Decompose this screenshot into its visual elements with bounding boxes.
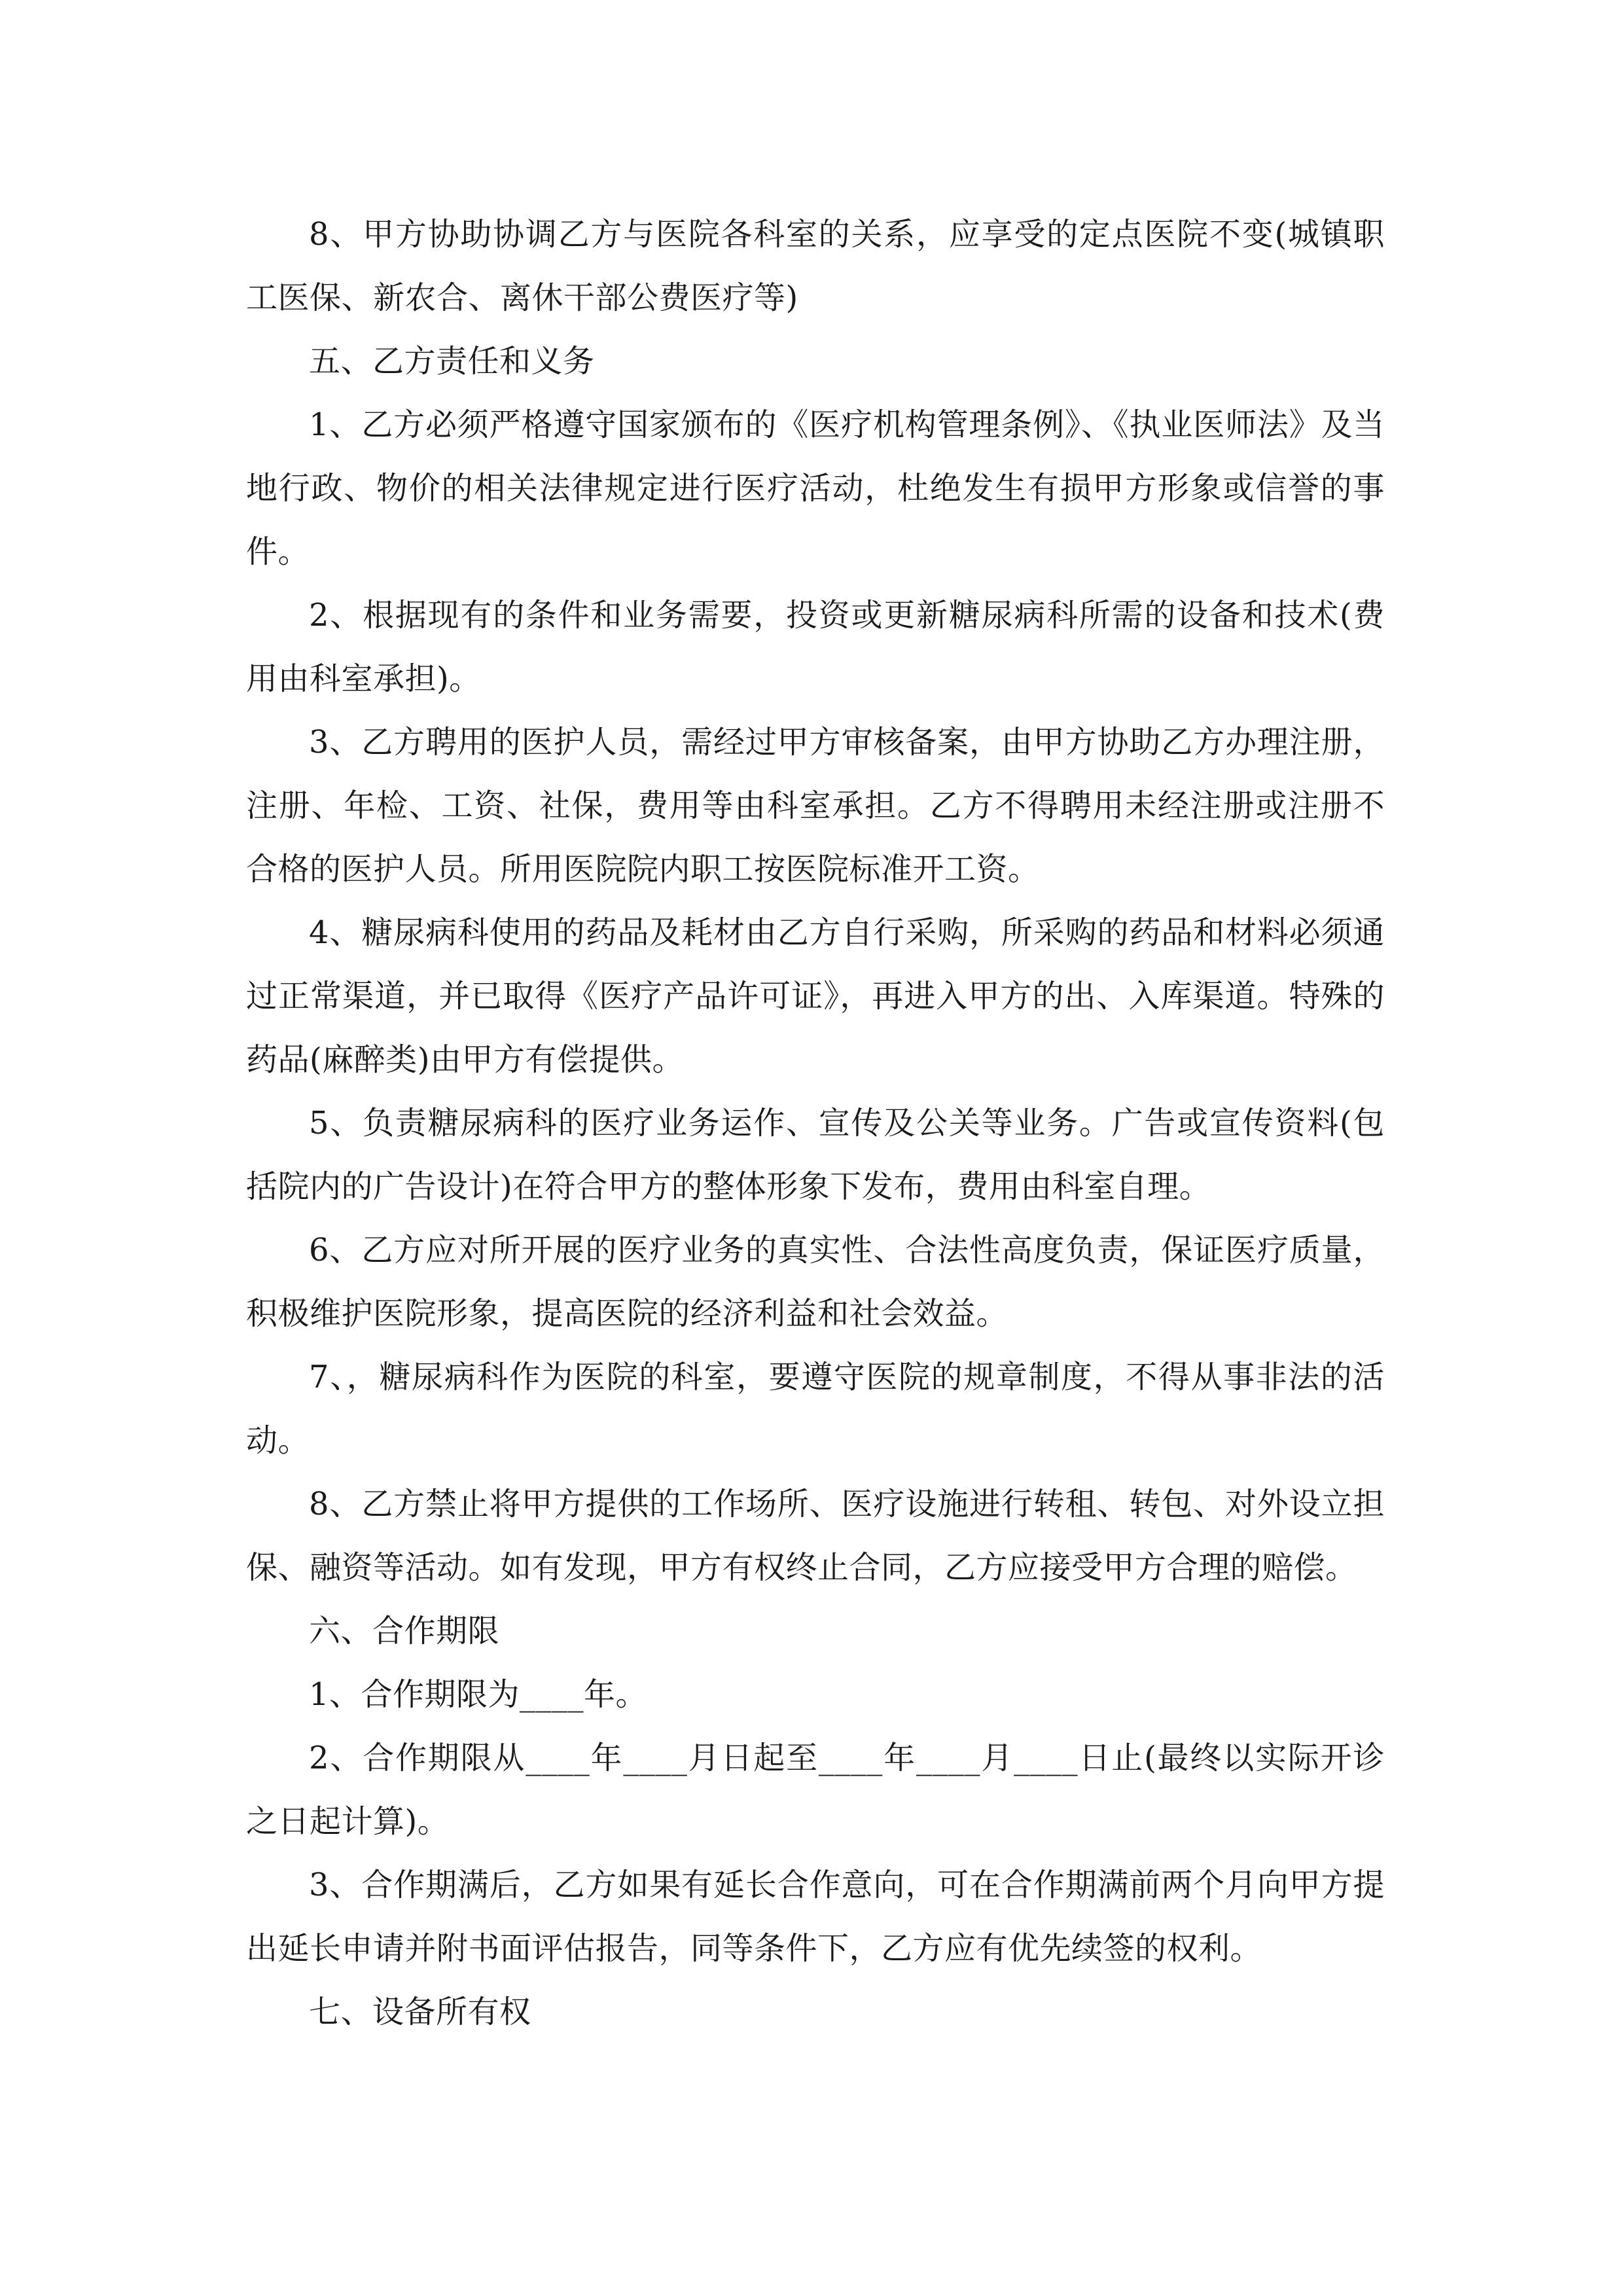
paragraph-clause-5-4: 4、糖尿病科使用的药品及耗材由乙方自行采购，所采购的药品和材料必须通过正常渠道，并已取得《医疗产品许可证》，再进入甲方的出、入库渠道。特殊的药品(麻醉类)由甲方有偿提供。 (246, 914, 1385, 1078)
paragraph-clause-5-5: 5、负责糖尿病科的医疗业务运作、宣传及公关等业务。广告或宣传资料(包括院内的广告设计)在符合甲方的整体形象下发布，费用由科室自理。 (246, 1105, 1385, 1205)
paragraph-clause-5-7: 7、，糖尿病科作为医院的科室，要遵守医院的规章制度，不得从事非法的活动。 (246, 1359, 1385, 1459)
paragraph-clause-6-3: 3、合作期满后，乙方如果有延长合作意向，可在合作期满前两个月向甲方提出延长申请并附书面评估报告，同等条件下，乙方应有优先续签的权利。 (246, 1867, 1385, 1967)
paragraph-clause-6-2: 2、合作期限从____年____月日起至____年____月____日止(最终以实际开诊之日起计算)。 (246, 1740, 1385, 1840)
paragraph-clause-5-6: 6、乙方应对所开展的医疗业务的真实性、合法性高度负责，保证医疗质量，积极维护医院形象，提高医院的经济利益和社会效益。 (246, 1232, 1385, 1332)
section-heading-6: 六、合作期限 (309, 1613, 500, 1649)
section-heading-7: 七、设备所有权 (309, 1994, 531, 2030)
paragraph-clause-5-1: 1、乙方必须严格遵守国家颁布的《医疗机构管理条例》、《执业医师法》及当地行政、物价的相关法律规定进行医疗活动，杜绝发生有损甲方形象或信誉的事件。 (246, 406, 1385, 570)
paragraph-clause-5-8: 8、乙方禁止将甲方提供的工作场所、医疗设施进行转租、转包、对外设立担保、融资等活动。如有发现，甲方有权终止合同，乙方应接受甲方合理的赔偿。 (246, 1486, 1385, 1586)
paragraph-clause-6-1: 1、合作期限为____年。 (309, 1676, 648, 1713)
paragraph-clause-5-3: 3、乙方聘用的医护人员，需经过甲方审核备案，由甲方协助乙方办理注册，注册、年检、工资、社保，费用等由科室承担。乙方不得聘用未经注册或注册不合格的医护人员。所用医院院内职工按医院标准开工资。 (246, 724, 1385, 888)
paragraph-clause-4-8: 8、甲方协助协调乙方与医院各科室的关系，应享受的定点医院不变(城镇职工医保、新农合、离休干部公费医疗等) (246, 216, 1385, 316)
section-heading-5: 五、乙方责任和义务 (309, 343, 595, 380)
document-body (246, 203, 1385, 2044)
paragraph-clause-5-2: 2、根据现有的条件和业务需要，投资或更新糖尿病科所需的设备和技术(费用由科室承担)。 (246, 597, 1385, 697)
